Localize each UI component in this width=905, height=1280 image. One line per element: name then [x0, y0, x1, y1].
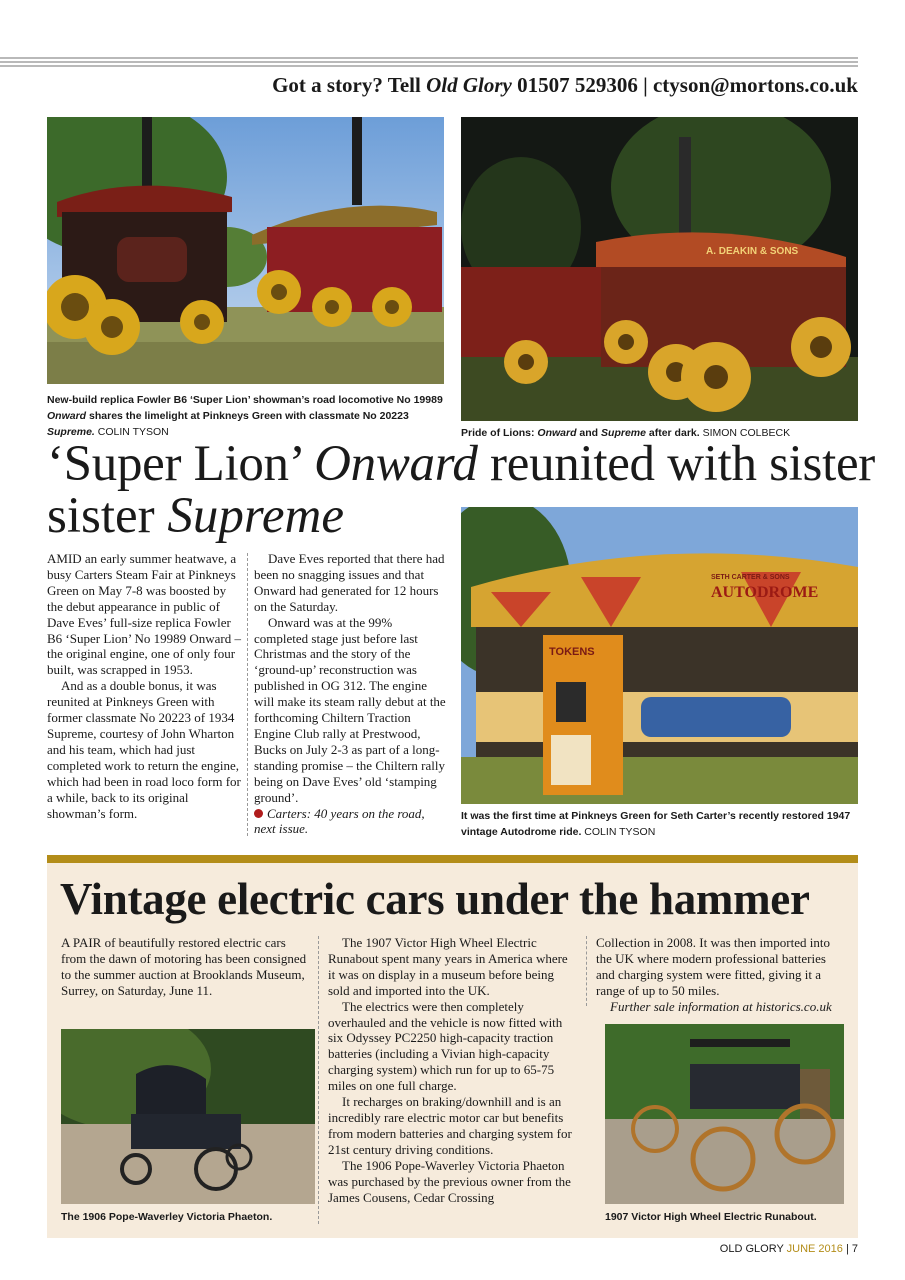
- story-hotline: Got a story? Tell Old Glory 01507 529306 | ctyson@mortons.co.uk: [272, 73, 858, 97]
- caption-autodrome: It was the first time at Pinkneys Green for Seth Carter’s recently restored 1947 vintage Autodrome ride. COLIN TYSON: [461, 810, 851, 838]
- page-footer: OLD GLORY JUNE 2016 | 7: [719, 1243, 858, 1255]
- photo-pope-waverley: [61, 1029, 315, 1204]
- article2-column-2: The 1907 Victor High Wheel Electric Runabout spent many years in America where it was on display in a museum before being sold and imported into the UK. The electrics were then completely overhauled and the vehicle is now fitted with six Odyssey PC2250 high-capacity traction batteries (including a Vivian high-capacity charging system) which run for up to 65-75 miles on one full charge. It recharges on braking/downhill and is an incredibly rare electric motor car but benefits from modern batteries and charging system for 21st century driving conditions. The 1906 Pope-Waverley Victoria Phaeton was purchased by the previous owner from the James Cousens, Cedar Crossing: [328, 935, 572, 1205]
- article-headline: ‘Super Lion’ Onward reunited with sister: [47, 436, 875, 492]
- column-divider-2: [318, 936, 319, 1224]
- caption-victor-runabout: 1907 Victor High Wheel Electric Runabout.: [605, 1211, 817, 1223]
- photo-victor-runabout: [605, 1024, 844, 1204]
- photo-autodrome: [461, 507, 858, 804]
- article1-column-2: Dave Eves reported that there had been no snagging issues and that Onward had generated for 12 hours on the Saturday. Onward was at the 99% completed stage just before last Christmas and the story of the ‘ground-up’ reconstruction was published in OG 312. The engine will make its steam rally debut at the forthcoming Chiltern Traction Engine Club rally at Prestwood, Bucks on July 2-3 as part of a long-standing promise – the Chiltern rally being on Dave Eves’ old ‘stamping ground’. Carters: 40 years on the road, next issue.: [254, 551, 446, 837]
- header-rule: [0, 57, 858, 67]
- article1-column-1: AMID an early summer heatwave, a busy Carters Steam Fair at Pinkneys Green on May 7-8 was boosted by the debut appearance in public of Dave Eves’ full-size replica Fowler B6 ‘Super Lion’ No 19989 Onward – the original engine, one of only four built, was scrapped in 1953. And as a double bonus, it was reunited at Pinkneys Green with former classmate No 20223 of 1934 Supreme, courtesy of John Wharton and his team, which had just completed work to return the engine, which had been in road loco form for a while, back to its original showman’s form.: [47, 551, 242, 821]
- caption-engines-daylight: New-build replica Fowler B6 ‘Super Lion’ showman’s road locomotive No 19989 Onward shares the limelight at Pinkneys Green with classmate No 20223 Supreme. COLIN TYSON: [47, 394, 443, 438]
- article2-column-1: A PAIR of beautifully restored electric cars from the dawn of motoring has been consigned to the summer auction at Brooklands Museum, Surrey, on Saturday, June 11.: [61, 935, 307, 998]
- column-divider: [247, 553, 248, 836]
- engine-nameboard: A. DEAKIN & SONS: [706, 246, 799, 257]
- photo-engines-daylight: [47, 117, 444, 384]
- electric-cars-headline: Vintage electric cars under the hammer: [60, 874, 810, 924]
- bullet-icon: [254, 809, 263, 818]
- photo-engines-night: [461, 117, 858, 421]
- column-divider-3: [586, 936, 587, 1006]
- caption-engines-night: Pride of Lions: Onward and Supreme after dark. SIMON COLBECK: [461, 427, 791, 439]
- tokens-sign: TOKENS: [549, 646, 595, 658]
- article2-column-3: Collection in 2008. It was then imported into the UK where modern professional batteries and charging system were fitted, giving it a range of up to 50 miles. Further sale information at historics.co.uk: [596, 935, 832, 1014]
- caption-pope-waverley: The 1906 Pope-Waverley Victoria Phaeton.: [61, 1211, 273, 1223]
- box-top-rule: [47, 855, 858, 863]
- article-headline-line2: sister Supreme: [47, 488, 344, 544]
- autodrome-sign-small: SETH CARTER & SONS: [711, 574, 790, 581]
- autodrome-sign: AUTODROME: [711, 584, 819, 601]
